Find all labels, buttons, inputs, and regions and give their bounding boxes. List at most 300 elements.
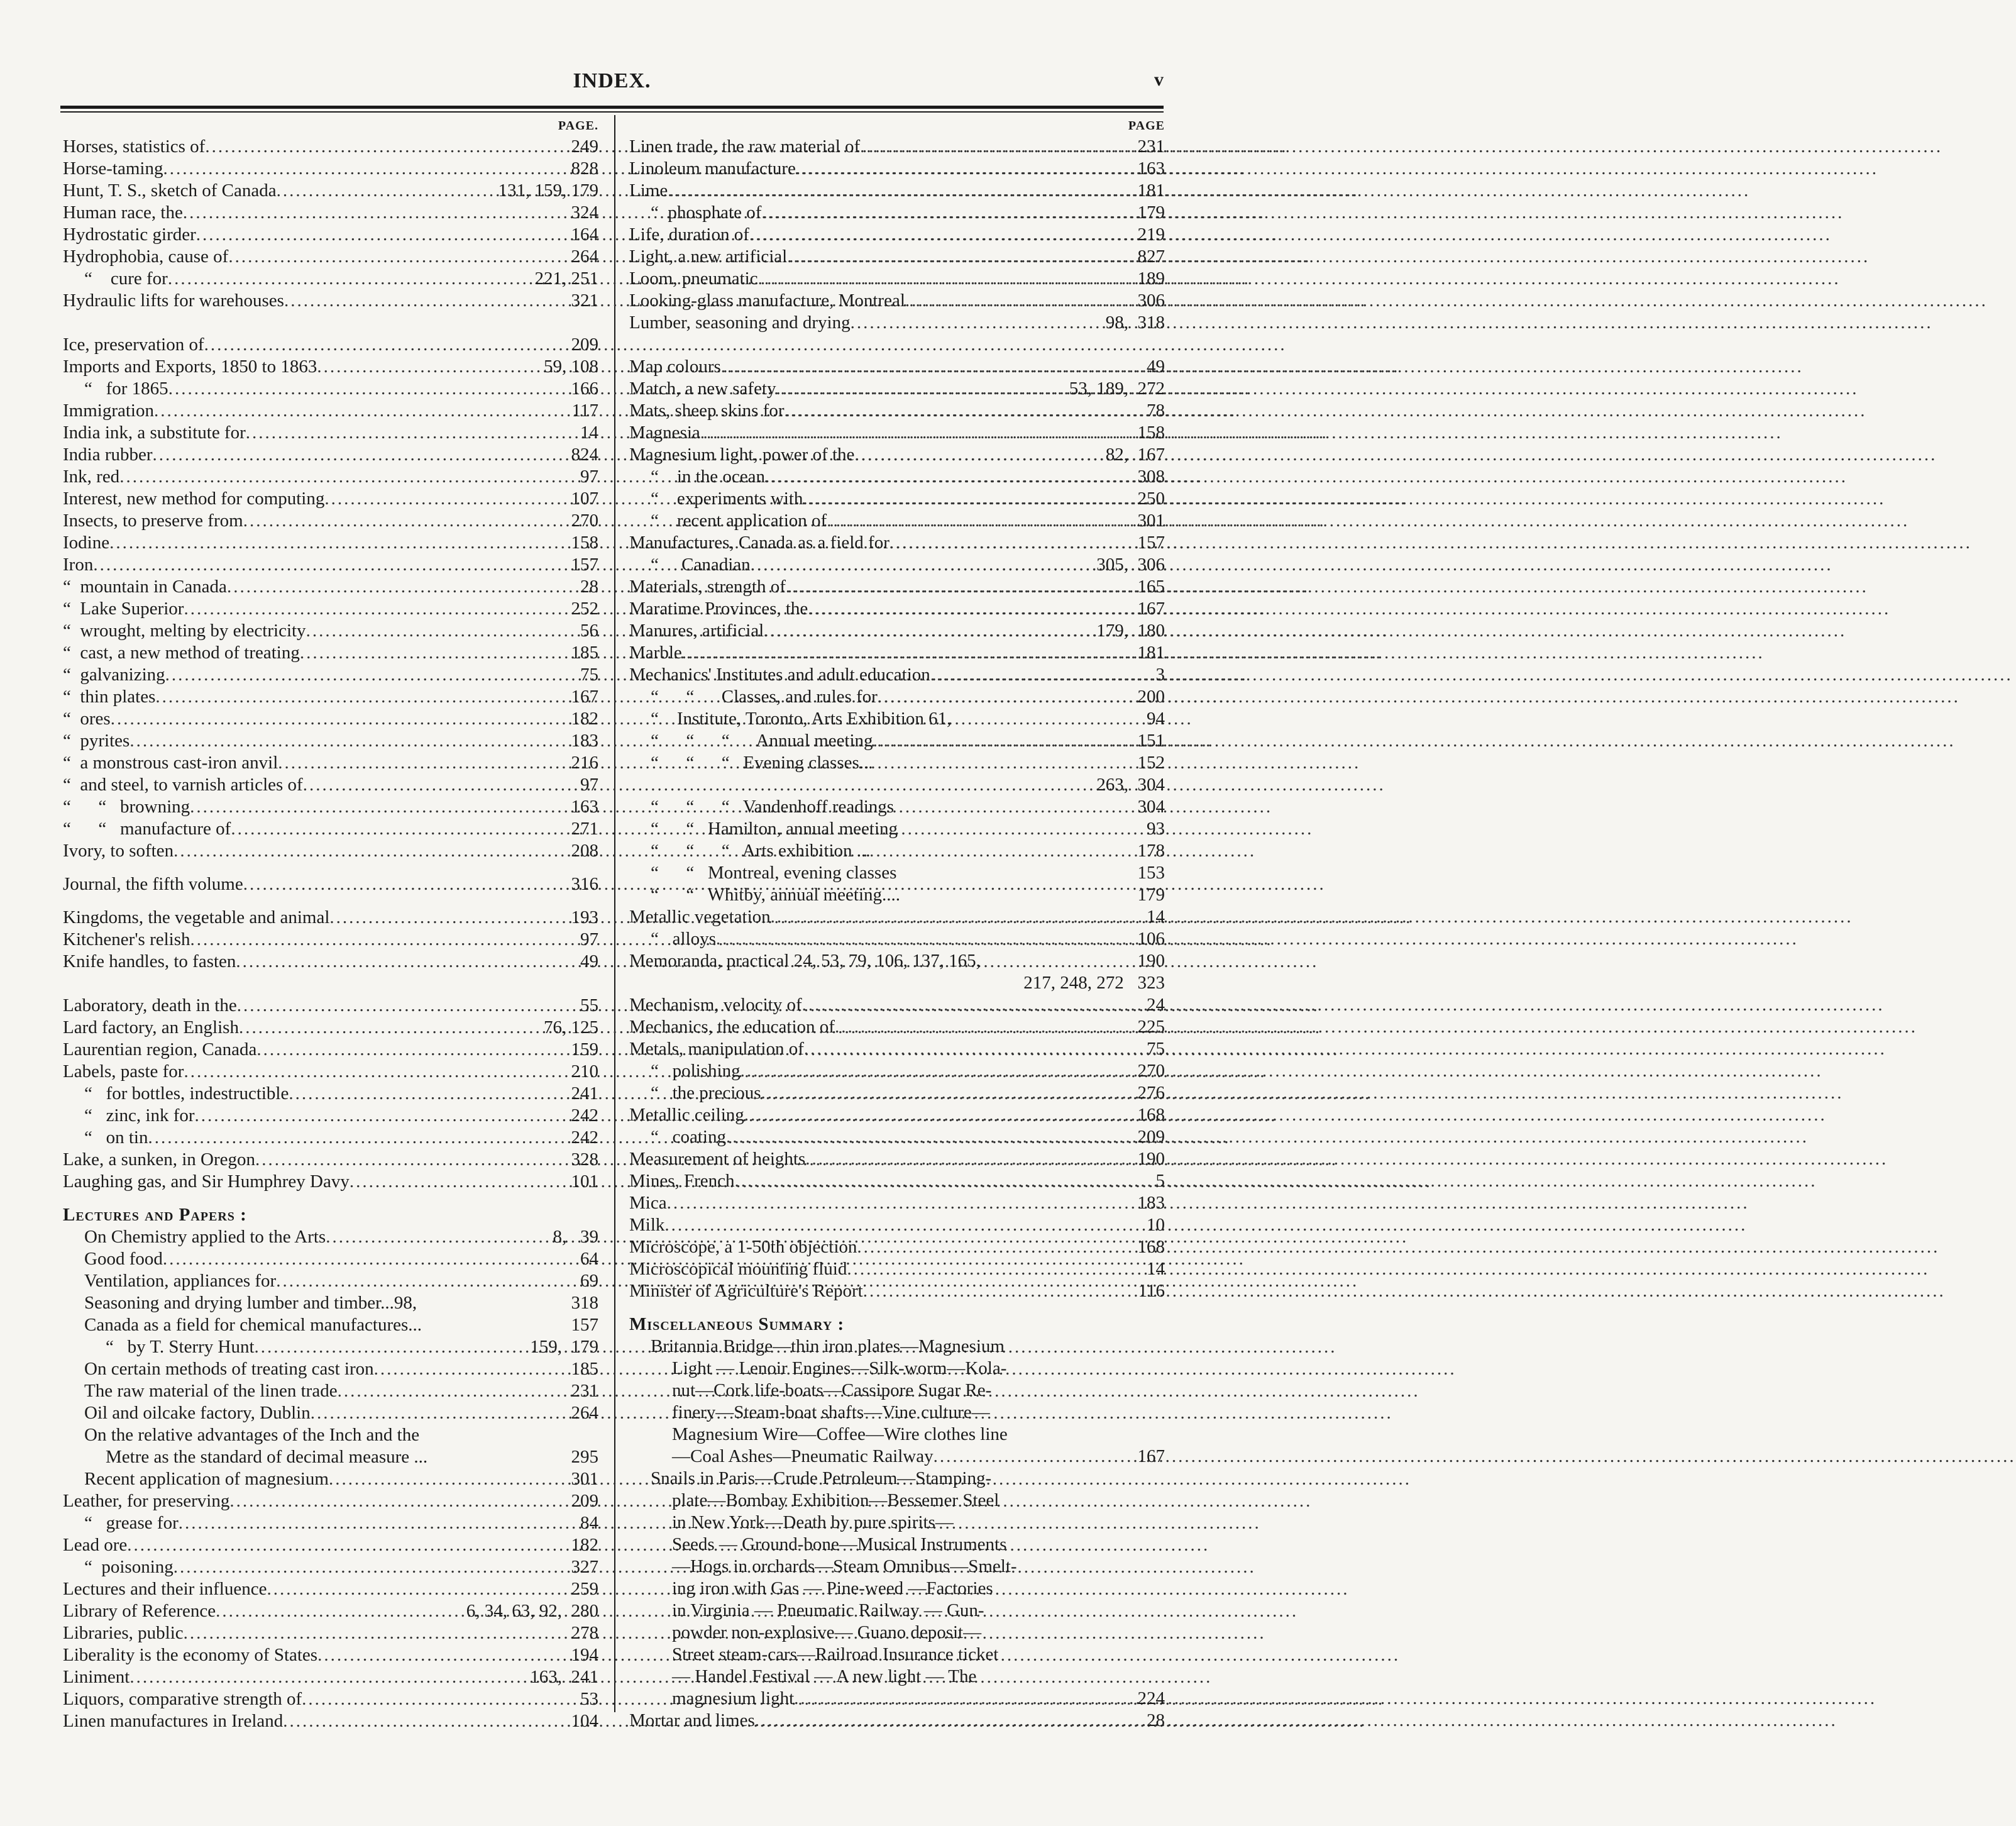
dot-leader <box>776 378 1067 400</box>
index-entry <box>63 995 598 1017</box>
index-entry <box>63 246 598 268</box>
index-entry <box>629 1038 1165 1060</box>
index-entry <box>629 972 1165 994</box>
entry-text: On certain methods of treating cast iron <box>84 1359 374 1379</box>
index-entry <box>63 1314 598 1336</box>
entry-text: Mechanics, the education of <box>629 1017 835 1037</box>
index-entry <box>629 1644 1165 1666</box>
entry-text: “ poisoning <box>84 1557 174 1577</box>
entry-text: “ Institute, Toronto, Arts Exhibition 61, <box>651 709 952 729</box>
dot-leader <box>905 290 1135 312</box>
page-reference: 183 <box>1137 1193 1165 1213</box>
dot-leader <box>771 906 1144 928</box>
entry-text: “ Canadian <box>651 555 751 575</box>
entry-text: nut—Cork life-boats—Cassipore Sugar Re- <box>672 1380 992 1400</box>
entry-text: Linen manufactures in Ireland <box>63 1711 284 1731</box>
entry-text: Hydrophobia, cause of <box>63 246 229 267</box>
dot-leader <box>721 356 1144 378</box>
section-gap <box>63 862 598 873</box>
entry-text: “ coating <box>651 1127 726 1147</box>
index-entry <box>63 1105 598 1127</box>
page-reference: 216 <box>571 753 598 773</box>
index-entry <box>629 686 1165 708</box>
index-entry <box>63 532 598 554</box>
page-reference: 6, 34, 63, 92, 280 <box>466 1601 598 1621</box>
dot-leader <box>374 1358 569 1380</box>
section-gap <box>63 973 598 995</box>
page-reference: 104 <box>571 1711 598 1731</box>
index-entry <box>629 1192 1165 1214</box>
page-reference: 264 <box>571 1403 598 1423</box>
page-reference: 75 <box>580 665 598 685</box>
page-reference: 97 <box>580 929 598 949</box>
dot-leader <box>796 158 1135 180</box>
index-entry <box>63 202 598 224</box>
index-entry <box>629 1468 1165 1490</box>
dot-leader <box>350 1171 569 1193</box>
entry-text: Linoleum manufacture <box>629 158 796 179</box>
entry-text: Canada as a field for chemical manufactures... <box>84 1315 422 1335</box>
dot-leader <box>229 1490 568 1512</box>
index-entry <box>63 268 598 290</box>
page-reference: 163 <box>571 797 598 817</box>
index-entry <box>63 510 598 532</box>
entry-text: Horses, statistics of <box>63 136 206 157</box>
index-entry <box>629 1710 1165 1732</box>
dot-leader <box>174 840 568 862</box>
page-reference: 56 <box>580 621 598 641</box>
page-reference: 151 <box>1137 731 1165 751</box>
dot-leader <box>794 1688 1135 1710</box>
page-reference: 166 <box>571 379 598 399</box>
dot-leader <box>755 1710 1144 1732</box>
index-entry <box>629 664 1165 686</box>
index-entry <box>629 180 1165 202</box>
page-reference: 185 <box>571 1359 598 1379</box>
dot-leader <box>787 246 1135 268</box>
page-reference: 94 <box>1147 709 1165 729</box>
index-entry <box>63 730 598 752</box>
section-gap <box>63 1193 598 1204</box>
index-entry <box>629 642 1165 664</box>
page-reference: 324 <box>571 202 598 223</box>
page-reference: 276 <box>1137 1083 1165 1103</box>
index-entry <box>629 598 1165 620</box>
page-reference: 107 <box>571 489 598 509</box>
dot-leader <box>664 1214 1144 1236</box>
dot-leader <box>324 488 568 510</box>
index-entry <box>629 290 1165 312</box>
entry-text: Snails in Paris—Crude Petroleum—Stamping- <box>651 1468 992 1488</box>
dot-leader <box>127 1534 568 1556</box>
index-entry <box>63 554 598 576</box>
entry-text: India ink, a substitute for <box>63 423 246 443</box>
entry-text: On the relative advantages of the Inch and the <box>84 1425 420 1445</box>
entry-text: Manures, artificial <box>629 621 764 641</box>
entry-text: Light, a new artificial <box>629 246 788 267</box>
dot-leader <box>256 1039 568 1061</box>
page-reference: 93 <box>1147 819 1165 839</box>
page-reference: 270 <box>1137 1061 1165 1081</box>
left-column <box>63 116 598 1732</box>
entry-text: Mechanics' Institutes and adult education <box>629 665 930 685</box>
entry-text: Recent application of magnesium <box>84 1469 329 1489</box>
dot-leader <box>227 576 578 598</box>
page-reference: 153 <box>1137 863 1165 883</box>
dot-leader <box>326 1226 550 1248</box>
index-entry <box>63 598 598 620</box>
dot-leader <box>303 774 578 796</box>
page-reference: 14 <box>1147 907 1165 927</box>
index-entry <box>629 202 1165 224</box>
entry-text: Ice, preservation of <box>63 335 204 355</box>
entry-text: Hydraulic lifts for warehouses <box>63 290 284 311</box>
page-reference: 301 <box>571 1469 598 1489</box>
entry-text: Good food <box>84 1249 163 1269</box>
index-entry <box>629 620 1165 642</box>
page-reference: 163, 241 <box>530 1667 598 1687</box>
index-entry <box>629 532 1165 554</box>
index-entry <box>63 180 598 202</box>
dot-leader <box>168 268 532 290</box>
dot-leader <box>784 400 1144 422</box>
page-reference: 14 <box>580 423 598 443</box>
dot-leader <box>277 180 496 202</box>
dot-leader <box>668 180 1135 202</box>
left-entries <box>63 136 598 1732</box>
entry-text: Lead ore <box>63 1535 128 1555</box>
page-reference: 224 <box>1137 1688 1165 1708</box>
page-reference: 189 <box>1137 268 1165 289</box>
page-reference: 179, 180 <box>1096 621 1165 641</box>
entry-text: “ “ Classes, and rules for <box>651 687 878 707</box>
dot-leader <box>284 290 569 312</box>
page-reference: 165 <box>1137 577 1165 597</box>
index-entry <box>629 1556 1165 1578</box>
page-reference: 53, 189, 272 <box>1069 379 1165 399</box>
dot-leader <box>174 1556 569 1578</box>
page-reference: 116 <box>1138 1281 1165 1301</box>
entry-text: “ and steel, to varnish articles of <box>63 775 303 795</box>
index-entry <box>629 774 1165 796</box>
page-reference: 167 <box>571 687 598 707</box>
section-gap <box>629 1302 1165 1314</box>
dot-leader <box>163 158 568 180</box>
entry-text: Seasoning and drying lumber and timber...98, <box>84 1293 417 1313</box>
entry-text: Knife handles, to fasten <box>63 951 236 971</box>
section-gap <box>63 312 598 334</box>
index-entry <box>629 422 1165 444</box>
index-entry <box>63 290 598 312</box>
index-entry <box>63 620 598 642</box>
entry-text: ing iron with Gas — Pine-weed —Factories <box>672 1578 993 1598</box>
dot-leader <box>204 334 569 356</box>
dot-leader <box>761 202 1135 224</box>
entry-text: “ “ “ Arts exhibition ... <box>651 841 871 861</box>
dot-leader <box>148 1127 569 1149</box>
entry-text: Liquors, comparative strength of <box>63 1689 302 1709</box>
index-entry <box>629 1214 1165 1236</box>
entry-text: On Chemistry applied to the Arts <box>84 1227 326 1247</box>
entry-text: Magnesium light, power of the <box>629 445 855 465</box>
entry-text: “ thin plates <box>63 687 156 707</box>
entry-text: Kingdoms, the vegetable and animal <box>63 907 330 927</box>
dot-leader <box>808 598 1135 620</box>
dot-leader <box>751 554 1094 576</box>
page-reference: 157 <box>571 1315 598 1335</box>
entry-text: Library of Reference <box>63 1601 216 1621</box>
index-entry <box>63 1336 598 1358</box>
dot-leader <box>300 642 569 664</box>
entry-text: Iron <box>63 555 94 575</box>
page-reference: 824 <box>571 445 598 465</box>
dot-leader <box>243 873 569 895</box>
dot-leader <box>255 1149 568 1171</box>
page-reference: 249 <box>571 136 598 157</box>
entry-text: Human race, the <box>63 202 183 223</box>
entry-text: Miscellaneous Summary : <box>629 1314 845 1334</box>
entry-text: in New York—Death by pure spirits— <box>672 1512 954 1532</box>
dot-leader <box>930 664 1154 686</box>
index-entry <box>629 1104 1165 1126</box>
entry-text: “ phosphate of <box>651 202 762 223</box>
page-reference: 49 <box>1147 357 1165 377</box>
page-reference: 10 <box>1147 1215 1165 1235</box>
entry-text: “ by T. Sterry Hunt <box>106 1337 255 1357</box>
dot-leader <box>163 1248 578 1270</box>
header-rule-thick <box>60 106 1164 109</box>
page-reference: 14 <box>1147 1259 1165 1279</box>
page-reference: 208 <box>571 841 598 861</box>
index-entry <box>63 356 598 378</box>
index-entry <box>63 1446 598 1468</box>
entry-text: Loom, pneumatic <box>629 268 758 289</box>
index-entry <box>629 1082 1165 1104</box>
page-reference: 318 <box>571 1293 598 1313</box>
left-page-label: PAGE. <box>558 119 598 133</box>
dot-leader <box>243 510 569 532</box>
index-entry <box>63 1490 598 1512</box>
entry-text: — Handel Festival — A new light — The <box>672 1666 977 1686</box>
index-entry <box>629 1666 1165 1688</box>
entry-text: magnesium light <box>672 1688 795 1708</box>
index-entry <box>63 818 598 840</box>
dot-leader <box>306 620 578 642</box>
entry-text: Lime <box>629 180 668 201</box>
entry-text: Iodine <box>63 533 110 553</box>
index-entry <box>629 950 1165 972</box>
entry-text: Minister of Agriculture's Report <box>629 1281 863 1301</box>
entry-text: Ink, red <box>63 467 120 487</box>
entry-text: Milk <box>629 1215 665 1235</box>
entry-text: “ “ Montreal, evening classes <box>651 863 897 883</box>
dot-leader <box>878 686 1135 708</box>
index-entry <box>629 312 1165 334</box>
dot-leader <box>289 1083 568 1105</box>
entry-text: “ polishing <box>651 1061 741 1081</box>
dot-leader <box>228 246 568 268</box>
page-reference: 241 <box>571 1083 598 1104</box>
index-entry <box>629 1148 1165 1170</box>
index-section-heading <box>63 1204 598 1226</box>
index-entry <box>629 796 1165 818</box>
page-reference: 327 <box>571 1557 598 1577</box>
dot-leader <box>196 224 569 246</box>
index-entry <box>63 1127 598 1149</box>
index-entry <box>63 686 598 708</box>
index-entry <box>629 1600 1165 1622</box>
index-entry <box>63 1358 598 1380</box>
dot-leader <box>329 1468 569 1490</box>
page-reference: 49 <box>580 951 598 971</box>
dot-leader <box>276 1270 578 1292</box>
page-reference: 259 <box>571 1579 598 1599</box>
page-reference: 158 <box>571 533 598 553</box>
entry-text: “ experiments with <box>651 489 803 509</box>
entry-text: Laboratory, death in the <box>63 995 237 1015</box>
entry-text: Liniment <box>63 1667 130 1687</box>
page-reference: 53 <box>580 1689 598 1709</box>
page-reference: 179 <box>1137 202 1165 223</box>
page-reference: 98, 318 <box>1105 313 1165 333</box>
index-entry <box>63 642 598 664</box>
entry-text: Labels, paste for <box>63 1061 184 1082</box>
index-entry <box>63 1556 598 1578</box>
page-reference: 28 <box>1147 1710 1165 1730</box>
entry-text: Lumber, seasoning and drying <box>629 313 851 333</box>
index-entry <box>63 1171 598 1193</box>
dot-leader <box>847 1258 1144 1280</box>
dot-leader <box>109 532 568 554</box>
entry-text: “ cure for <box>84 268 168 289</box>
dot-leader <box>744 1104 1135 1126</box>
dot-leader <box>741 1060 1135 1082</box>
dot-leader <box>851 312 1103 334</box>
dot-leader <box>184 598 568 620</box>
index-entry <box>629 224 1165 246</box>
dot-leader <box>190 929 578 951</box>
index-entry <box>629 158 1165 180</box>
index-entry <box>63 1061 598 1083</box>
page-reference: 242 <box>571 1127 598 1148</box>
dot-leader <box>317 356 541 378</box>
dot-leader <box>761 1082 1135 1104</box>
dot-leader <box>803 488 1135 510</box>
entry-text: “ in the ocean <box>651 467 765 487</box>
page-reference: 828 <box>571 158 598 179</box>
entry-text: Mats, sheep skins for <box>629 401 785 421</box>
index-entry <box>63 1644 598 1666</box>
entry-text: Lard factory, an English <box>63 1017 239 1038</box>
index-entry <box>629 1126 1165 1148</box>
index-entry <box>63 158 598 180</box>
page-reference: 278 <box>571 1623 598 1643</box>
index-entry <box>629 752 1165 774</box>
page-reference: 250 <box>1137 489 1165 509</box>
page-reference: 97 <box>580 467 598 487</box>
section-gap <box>63 895 598 907</box>
entry-text: India rubber <box>63 445 153 465</box>
entry-text: Lectures and their influence <box>63 1579 267 1599</box>
entry-text: powder non-explosive— Guano deposit— <box>672 1622 982 1642</box>
entry-text: Hunt, T. S., sketch of Canada <box>63 180 277 201</box>
index-entry <box>629 1424 1165 1446</box>
page-reference: 69 <box>580 1271 598 1291</box>
index-entry <box>629 378 1165 400</box>
entry-text: Match, a new safety <box>629 379 776 399</box>
dot-leader <box>165 664 578 686</box>
dot-leader <box>302 1688 578 1710</box>
page-title: INDEX. <box>573 69 651 92</box>
page-reference: 55 <box>580 995 598 1015</box>
entry-text: The raw material of the linen trade <box>84 1381 338 1401</box>
entry-text: Laughing gas, and Sir Humphrey Davy <box>63 1171 350 1192</box>
index-entry <box>63 1017 598 1039</box>
entry-text: “ “ “ Annual meeting <box>651 731 873 751</box>
entry-text: “ for 1865 <box>84 379 168 399</box>
dot-leader <box>195 1105 569 1127</box>
index-entry <box>63 1226 598 1248</box>
dot-leader <box>827 510 1135 532</box>
entry-text: “ “ “ Evening classes... <box>651 753 873 773</box>
index-entry <box>629 994 1165 1016</box>
dot-leader <box>239 1017 541 1039</box>
page-reference: 231 <box>1137 136 1165 157</box>
index-entry <box>629 1534 1165 1556</box>
entry-text: Horse-taming <box>63 158 163 179</box>
right-entries <box>629 136 1165 1732</box>
dot-leader <box>749 224 1135 246</box>
page-reference: 209 <box>571 335 598 355</box>
entry-text: “ mountain in Canada <box>63 577 227 597</box>
entry-text: Leather, for preserving <box>63 1491 230 1511</box>
dot-leader <box>183 202 569 224</box>
entry-text: Libraries, public <box>63 1623 184 1643</box>
page-reference: 3 <box>1155 665 1165 685</box>
entry-text: “ wrought, melting by electricity <box>63 621 306 641</box>
section-gap <box>629 334 1165 356</box>
dot-leader <box>205 136 568 158</box>
index-entry <box>63 1666 598 1688</box>
index-entry <box>629 1446 1165 1468</box>
page-reference: 157 <box>1137 533 1165 553</box>
dot-leader <box>890 532 1135 554</box>
index-entry <box>629 1358 1165 1380</box>
entry-text: “ the precious <box>651 1083 761 1103</box>
index-entry <box>629 1490 1165 1512</box>
entry-text: “ “ manufacture of <box>63 819 231 839</box>
entry-text: Ventilation, appliances for <box>84 1271 277 1291</box>
page-reference: 182 <box>571 1535 598 1555</box>
index-entry <box>629 268 1165 290</box>
page-reference: 185 <box>571 643 598 663</box>
index-entry <box>629 488 1165 510</box>
index-entry <box>63 1083 598 1105</box>
page-reference: 82, 167 <box>1105 445 1165 465</box>
entry-text: “ recent application of <box>651 511 827 531</box>
dot-leader <box>338 1380 569 1402</box>
dot-leader <box>184 1061 568 1083</box>
dot-leader <box>237 995 578 1017</box>
dot-leader <box>857 1236 1135 1258</box>
entry-text: Map colours <box>629 357 721 377</box>
dot-leader <box>682 642 1135 664</box>
index-entry <box>63 664 598 686</box>
entry-text: —Hogs in orchards—Steam Omnibus—Smelt- <box>672 1556 1017 1576</box>
index-entry <box>63 840 598 862</box>
entry-text: Oil and oilcake factory, Dublin <box>84 1403 311 1423</box>
index-entry <box>63 1512 598 1534</box>
